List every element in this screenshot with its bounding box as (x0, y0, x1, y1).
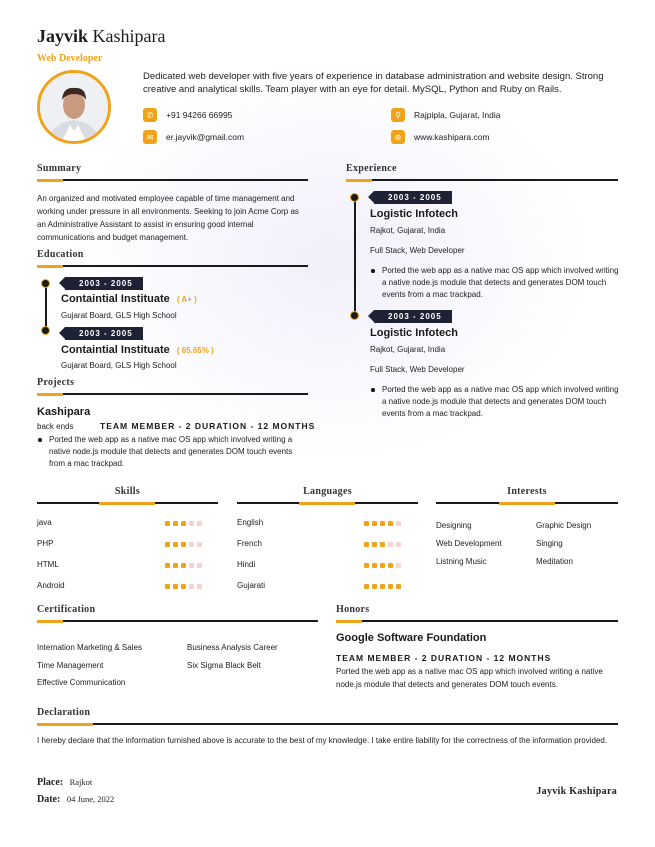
rating-dots (364, 563, 401, 568)
summary-accent (37, 179, 63, 182)
rating-dot (165, 584, 170, 589)
rating-dot (388, 542, 393, 547)
interest-item: Graphic Design (536, 521, 592, 530)
experience-timeline (354, 198, 356, 316)
experience-dates-badge: 2003 - 2005 (374, 191, 452, 204)
rating-dot (181, 584, 186, 589)
education-title: Education (37, 249, 84, 260)
honors-title: Honors (336, 604, 370, 615)
interest-item: Singing (536, 539, 563, 548)
place-line (37, 777, 92, 788)
certification-item: Business Analysis Career (187, 643, 278, 652)
phone-contact[interactable] (143, 108, 232, 122)
project-name: Kashipara (37, 406, 91, 418)
rating-dot (396, 563, 401, 568)
timeline-dot (350, 193, 359, 202)
rating-dots (364, 584, 401, 589)
candidate-name: Jayvik Kashipara (37, 26, 166, 46)
rating-dots (165, 542, 202, 547)
globe-icon: ⊕ (391, 130, 405, 144)
rating-label: Android (37, 581, 65, 590)
honors-accent (336, 620, 362, 623)
rating-label: Gujarati (237, 581, 266, 590)
rating-dot (173, 521, 178, 526)
place-label: Place: (37, 777, 64, 788)
skills-title: Skills (114, 486, 141, 497)
date-value: 04 June, 2022 (66, 794, 115, 804)
summary-rule (37, 179, 308, 181)
rating-dot (372, 542, 377, 547)
rating-label: Hindi (237, 560, 256, 569)
rating-dot (165, 563, 170, 568)
website-contact[interactable] (391, 130, 490, 144)
summary-title: Summary (37, 163, 82, 174)
declaration-accent (37, 723, 93, 726)
project-meta: TEAM MEMBER - 2 DURATION - 12 MONTHS (100, 421, 316, 431)
rating-dots (165, 563, 202, 568)
rating-dot (197, 542, 202, 547)
skills-accent (99, 502, 155, 505)
certification-item: Effective Communication (37, 678, 126, 687)
rating-label: English (237, 518, 264, 527)
certification-item: Time Management (37, 661, 104, 670)
experience-position: Full Stack, Web Developer (370, 246, 465, 255)
rating-dot (197, 584, 202, 589)
rating-dots (165, 521, 202, 526)
education-board: Gujarat Board, GLS High School (61, 361, 177, 370)
projects-title: Projects (37, 377, 75, 388)
rating-dot (189, 542, 194, 547)
person-avatar-icon (40, 73, 108, 141)
rating-dot (181, 521, 186, 526)
experience-company: Logistic Infotech (370, 327, 458, 339)
about-text: Dedicated web developer with five years of experience in database administration and website design. Strong creative and analytical skills. Team player with an eye for detail. MySQL, Python and Ruby on Rails. (143, 71, 604, 95)
honors-meta: TEAM MEMBER - 2 DURATION - 12 MONTHS (336, 653, 552, 663)
rating-dot (380, 584, 385, 589)
interest-item: Web Development (436, 539, 502, 548)
experience-accent (346, 179, 372, 182)
list-item: Ported the web app as a native mac OS app which involved writing a native node.js module that detects and generates DOM touch events from a mac trackpad. (369, 265, 619, 301)
certification-item: Internation Marketing & Sales (37, 643, 142, 652)
timeline-dot (350, 311, 359, 320)
list-item: Ported the web app as a native mac OS app which involved writing a native node.js module that detects and generates DOM touch events from a mac trackpad. (369, 384, 619, 420)
honors-name: Google Software Foundation (336, 632, 487, 644)
rating-label: java (37, 518, 52, 527)
rating-dot (372, 563, 377, 568)
rating-dots (364, 542, 401, 547)
summary-text: An organized and motivated employee capable of time management and working under pressure in all environments. Seeking to join Acme Corp as an Administrative Assistant to assist in ensuring good internal communications and budget management. (37, 194, 299, 242)
rating-dot (173, 563, 178, 568)
rating-dot (173, 584, 178, 589)
rating-dot (388, 563, 393, 568)
rating-dot (197, 521, 202, 526)
experience-bullets (369, 265, 619, 301)
languages-title: Languages (303, 486, 352, 497)
honors-rule (336, 620, 618, 622)
rating-dot (197, 563, 202, 568)
experience-location: Rajkot, Gujarat, India (370, 345, 446, 354)
rating-dot (181, 563, 186, 568)
phone-text: +91 94266 66995 (166, 110, 233, 120)
education-accent (37, 265, 63, 268)
rating-dot (189, 521, 194, 526)
honors-text: Ported the web app as a native mac OS app which involved writing a native node.js module that detects and generates DOM touch events. (336, 667, 603, 689)
profile-photo (37, 70, 111, 144)
certification-item: Six Sigma Black Belt (187, 661, 261, 670)
education-grade: ( 65.65% ) (176, 346, 214, 355)
rating-dot (372, 521, 377, 526)
rating-dot (165, 542, 170, 547)
rating-dot (364, 584, 369, 589)
education-rule (37, 265, 308, 267)
location-pin-icon: ⚲ (391, 108, 405, 122)
signature-name: Jayvik Kashipara (536, 786, 617, 797)
certification-title: Certification (37, 604, 96, 615)
education-dates-badge: 2003 - 2005 (65, 327, 143, 340)
education-grade: ( A+ ) (176, 295, 197, 304)
experience-rule (346, 179, 618, 181)
rating-dot (165, 521, 170, 526)
rating-dot (189, 563, 194, 568)
rating-dots (364, 521, 401, 526)
interests-title: Interests (507, 486, 547, 497)
rating-dot (388, 584, 393, 589)
education-dates-badge: 2003 - 2005 (65, 277, 143, 290)
timeline-dot (41, 279, 50, 288)
job-role: Web Developer (37, 53, 103, 64)
rating-dot (181, 542, 186, 547)
place-value: Rajkot (69, 777, 93, 787)
interest-item: Listning Music (436, 557, 487, 566)
location-contact (391, 108, 500, 122)
rating-dot (380, 521, 385, 526)
rating-dot (396, 542, 401, 547)
email-contact[interactable] (143, 130, 244, 144)
experience-position: Full Stack, Web Developer (370, 365, 465, 374)
website-text: www.kashipara.com (414, 132, 490, 142)
projects-accent (37, 393, 63, 396)
declaration-title: Declaration (37, 707, 91, 718)
languages-accent (299, 502, 355, 505)
experience-title: Experience (346, 163, 397, 174)
project-sub: back ends (37, 422, 74, 431)
rating-dot (396, 584, 401, 589)
email-icon: ✉ (143, 130, 157, 144)
declaration-text: I hereby declare that the information furnished above is accurate to the best of my knowledge. I take entire liability for the correctness of the information provided. (37, 736, 608, 745)
rating-dot (189, 584, 194, 589)
project-bullets (36, 434, 306, 470)
projects-rule (37, 393, 308, 395)
rating-dots (165, 584, 202, 589)
education-institute: Containtial Instituate ( A+ ) (61, 293, 197, 305)
rating-label: French (237, 539, 262, 548)
rating-dot (396, 521, 401, 526)
rating-label: PHP (37, 539, 54, 548)
rating-label: HTML (37, 560, 59, 569)
timeline-dot (41, 326, 50, 335)
rating-dot (372, 584, 377, 589)
declaration-rule (37, 723, 618, 725)
rating-dot (380, 563, 385, 568)
rating-dot (388, 521, 393, 526)
experience-company: Logistic Infotech (370, 208, 458, 220)
rating-dot (364, 563, 369, 568)
experience-bullets (369, 384, 619, 420)
education-institute: Containtial Instituate ( 65.65% ) (61, 344, 214, 356)
email-text: er.jayvik@gmail.com (166, 132, 245, 142)
experience-location: Rajkot, Gujarat, India (370, 226, 446, 235)
list-item: Ported the web app as a native mac OS app which involved writing a native node.js module that detects and generates DOM touch events from a mac trackpad. (36, 434, 306, 470)
rating-dot (364, 521, 369, 526)
interests-accent (499, 502, 555, 505)
education-timeline (45, 284, 47, 330)
interest-item: Meditation (536, 557, 573, 566)
phone-icon: ✆ (143, 108, 157, 122)
education-board: Gujarat Board, GLS High School (61, 311, 177, 320)
date-line (37, 794, 114, 805)
location-text: Rajpipla, Gujarat, India (414, 110, 501, 120)
rating-dot (364, 542, 369, 547)
certification-accent (37, 620, 63, 623)
rating-dot (173, 542, 178, 547)
certification-rule (37, 620, 318, 622)
rating-dot (380, 542, 385, 547)
experience-dates-badge: 2003 - 2005 (374, 310, 452, 323)
date-label: Date: (37, 794, 61, 805)
interest-item: Designing (436, 521, 472, 530)
